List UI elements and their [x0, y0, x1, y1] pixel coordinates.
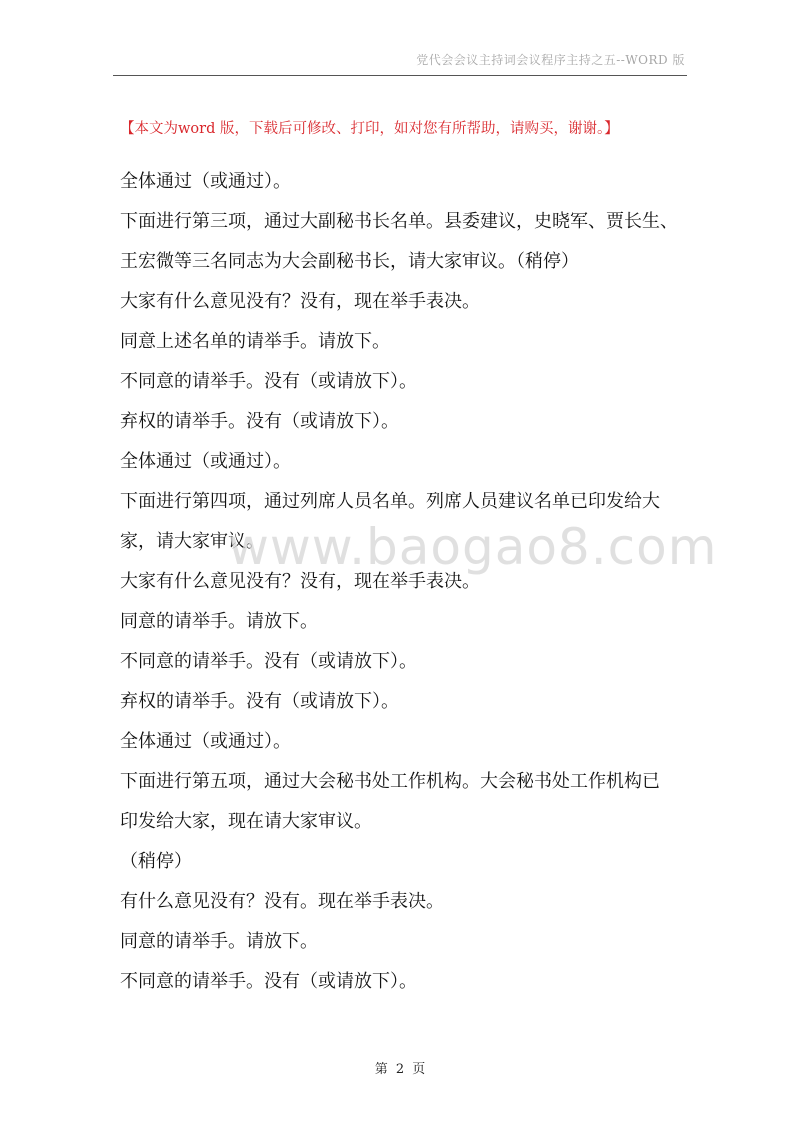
- paragraph: 王宏微等三名同志为大会副秘书长，请大家审议。（稍停）: [120, 251, 579, 272]
- download-notice: 【本文为word 版，下载后可修改、打印，如对您有所帮助，请购买，谢谢。】: [120, 121, 619, 137]
- paragraph: 大家有什么意见没有？没有，现在举手表决。: [120, 571, 480, 592]
- paragraph: 下面进行第三项，通过大副秘书长名单。县委建议，史晓军、贾长生、: [120, 211, 678, 232]
- page-number-prefix: 第: [374, 1062, 388, 1077]
- paragraph: 同意上述名单的请举手。请放下。: [120, 331, 390, 352]
- paragraph: 同意的请举手。请放下。: [120, 611, 318, 632]
- watermark: www.baogao8.com: [228, 518, 718, 576]
- paragraph: 全体通过（或通过）。: [120, 171, 291, 192]
- paragraph: 不同意的请举手。没有（或请放下）。: [120, 371, 417, 392]
- page-number-suffix: 页: [412, 1062, 426, 1077]
- header-divider: [113, 75, 687, 76]
- paragraph: 下面进行第五项，通过大会秘书处工作机构。大会秘书处工作机构已: [120, 771, 660, 792]
- page-footer: [0, 1058, 800, 1077]
- paragraph: 大家有什么意见没有？没有，现在举手表决。: [120, 291, 480, 312]
- page-number: 2: [395, 1062, 405, 1077]
- document-body: [120, 162, 695, 1002]
- paragraph: 弃权的请举手。没有（或请放下）。: [120, 691, 399, 712]
- paragraph: 弃权的请举手。没有（或请放下）。: [120, 411, 399, 432]
- paragraph: 有什么意见没有？没有。现在举手表决。: [120, 891, 444, 912]
- paragraph: 印发给大家，现在请大家审议。: [120, 811, 372, 832]
- paragraph: 不同意的请举手。没有（或请放下）。: [120, 971, 417, 992]
- page-header-title: 党代会会议主持词会议程序主持之五--WORD 版: [416, 53, 685, 67]
- paragraph: 下面进行第四项，通过列席人员名单。列席人员建议名单已印发给大: [120, 491, 660, 512]
- paragraph: 家，请大家审议。: [120, 531, 264, 552]
- paragraph: 同意的请举手。请放下。: [120, 931, 318, 952]
- paragraph: 全体通过（或通过）。: [120, 451, 291, 472]
- paragraph: 不同意的请举手。没有（或请放下）。: [120, 651, 417, 672]
- paragraph: （稍停）: [120, 851, 192, 872]
- paragraph: 全体通过（或通过）。: [120, 731, 291, 752]
